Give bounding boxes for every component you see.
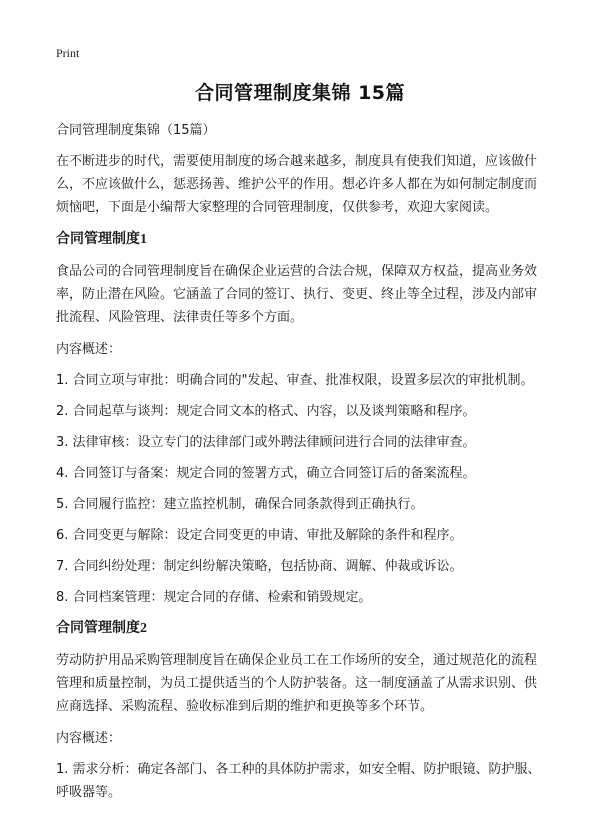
section-paragraph: 食品公司的合同管理制度旨在确保企业运营的合法合规，保障双方权益，提高业务效率，防止潜在风险。它涵盖了合同的签订、执行、变更、终止等全过程，涉及内部审批流程、风险管理、法律责任等多个方面。 xyxy=(56,264,538,325)
list-item: 2. 合同起草与谈判：规定合同文本的格式、内容，以及谈判策略和程序。 xyxy=(56,404,476,419)
document-body xyxy=(56,119,548,812)
print-label: Print xyxy=(56,46,80,60)
page-title: 合同管理制度集锦 15篇 xyxy=(194,82,406,104)
section-paragraph: 劳动防护用品采购管理制度旨在确保企业员工在工作场所的安全，通过规范化的流程管理和质量控制，为员工提供适当的个人防护装备。这一制度涵盖了从需求识别、供应商选择、采购流程、验收标准到后期的维护和更换等多个环节。 xyxy=(56,653,538,714)
intro-paragraph: 在不断进步的时代，需要使用制度的场合越来越多，制度具有使我们知道，应该做什么，不应该做什么，惩恶扬善、维护公平的作用。想必许多人都在为如何制定制度而烦恼吧，下面是小编帮大家整理的合同管理制度，仅供参考，欢迎大家阅读。 xyxy=(56,154,538,215)
list-item: 3. 法律审核：设立专门的法律部门或外聘法律顾问进行合同的法律审查。 xyxy=(56,435,476,450)
list-item: 5. 合同履行监控：建立监控机制，确保合同条款得到正确执行。 xyxy=(56,497,424,512)
list-item: 1. 需求分析：确定各部门、各工种的具体防护需求，如安全帽、防护眼镜、防护服、呼吸器等。 xyxy=(56,762,541,800)
document-subtitle: 合同管理制度集锦（15篇） xyxy=(56,123,216,138)
overview-label: 内容概述： xyxy=(56,342,122,357)
list-item: 7. 合同纠纷处理：制定纠纷解决策略，包括协商、调解、仲裁或诉讼。 xyxy=(56,559,463,574)
list-item: 4. 合同签订与备案：规定合同的签署方式，确立合同签订后的备案流程。 xyxy=(56,466,476,481)
section-heading: 合同管理制度2 xyxy=(56,621,147,636)
overview-label: 内容概述： xyxy=(56,731,122,746)
list-item: 1. 合同立项与审批：明确合同的"发起、审查、批准权限，设置多层次的审批机制。 xyxy=(56,373,534,388)
list-item: 8. 合同档案管理：规定合同的存储、检索和销毁规定。 xyxy=(56,590,372,605)
section-heading: 合同管理制度1 xyxy=(56,232,147,247)
list-item: 6. 合同变更与解除：设定合同变更的申请、审批及解除的条件和程序。 xyxy=(56,528,463,543)
